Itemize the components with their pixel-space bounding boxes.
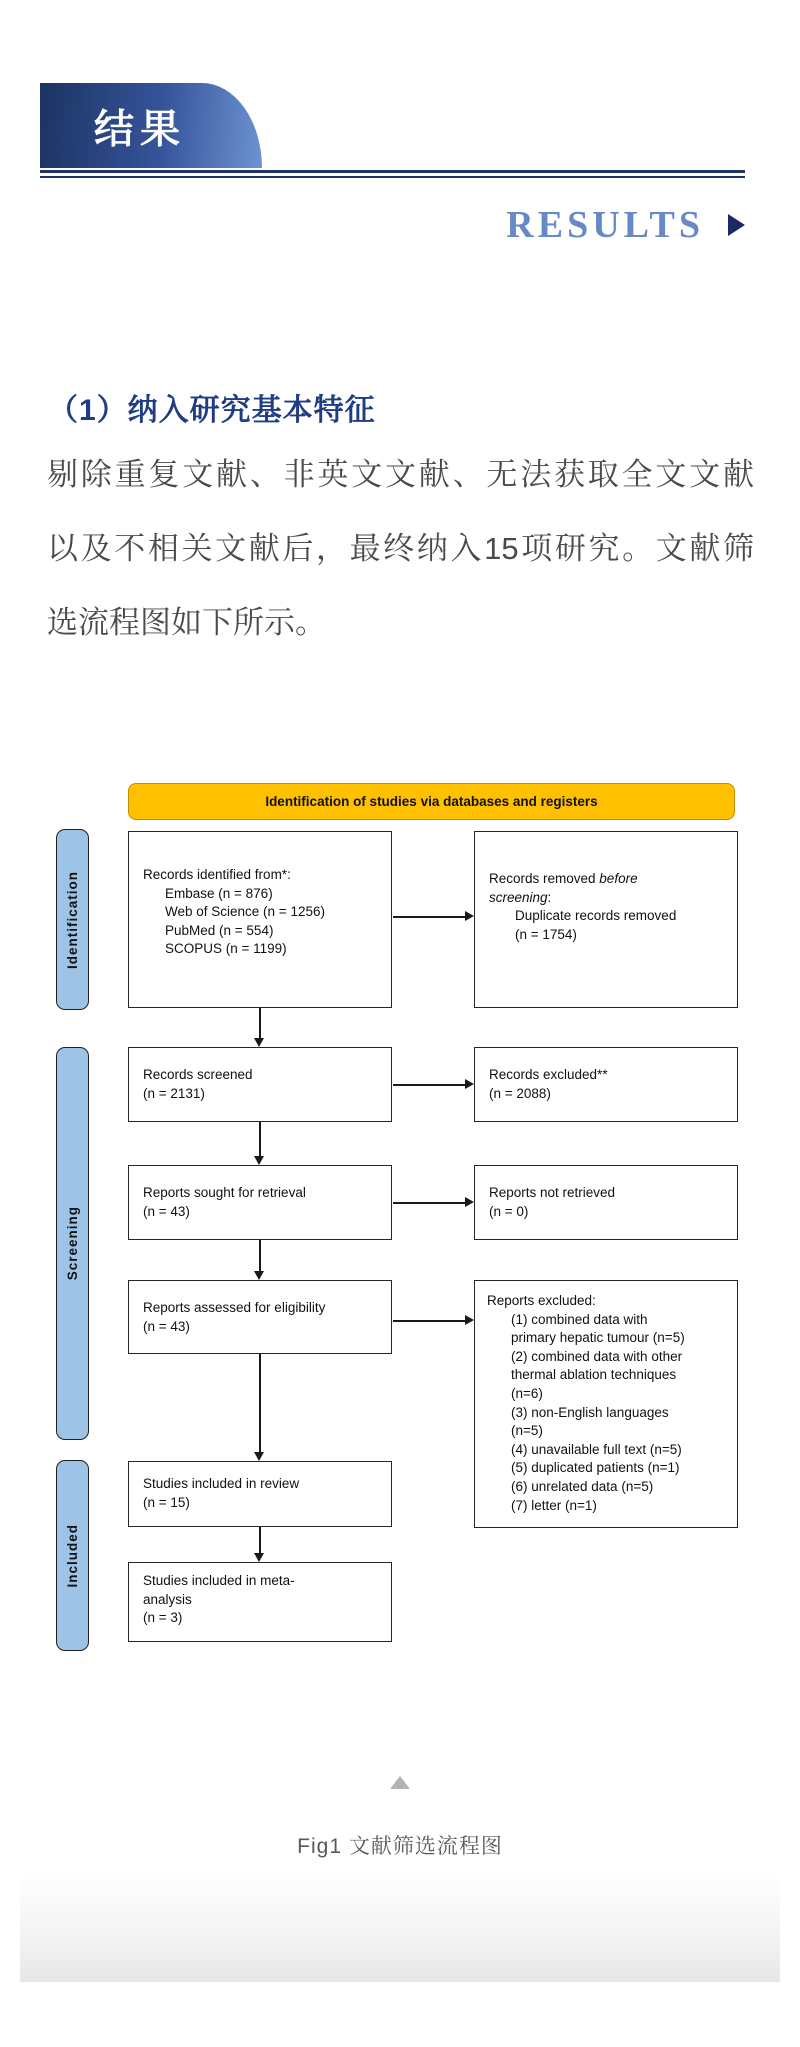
stage-tab-screening — [56, 1047, 89, 1440]
box-item: SCOPUS (n = 1199) — [165, 941, 287, 956]
box-line: Records excluded** — [489, 1067, 608, 1082]
box-item: (7) letter (n=1) — [511, 1497, 597, 1513]
box-item: Embase (n = 876) — [165, 885, 273, 901]
box-reports-not-retrieved — [474, 1165, 738, 1240]
box-item: primary hepatic tumour (n=5) — [511, 1330, 685, 1346]
stage-label: Included — [65, 1523, 80, 1588]
flow-arrow-right — [393, 1084, 465, 1086]
box-line: Studies included in meta- — [143, 1573, 295, 1588]
arrowhead-down-icon — [254, 1553, 264, 1562]
box-title: Records identified from*: — [143, 867, 291, 882]
results-title: RESULTS — [506, 204, 704, 246]
box-item: Web of Science (n = 1256) — [165, 904, 325, 919]
flow-arrow-down — [259, 1008, 261, 1038]
figure-caption: Fig1 文献筛选流程图 — [297, 1835, 503, 1858]
collapse-triangle-icon[interactable] — [390, 1776, 410, 1789]
stage-label: Screening — [65, 1206, 80, 1281]
box-line: (n = 2131) — [143, 1085, 205, 1101]
next-card-top-shade — [20, 1872, 780, 1982]
box-item: (n=6) — [511, 1385, 543, 1401]
box-title: Records removed before — [489, 871, 638, 886]
box-line: Studies included in review — [143, 1476, 300, 1491]
double-rule-divider — [40, 170, 745, 178]
arrowhead-right-icon — [465, 911, 474, 921]
box-item: (4) unavailable full text (n=5) — [511, 1441, 682, 1457]
flow-arrow-down — [259, 1527, 261, 1553]
flow-arrow-down — [259, 1240, 261, 1271]
stage-tab-included — [56, 1460, 89, 1651]
paragraph-line: 选流程图如下所示。 — [47, 605, 326, 640]
box-line: (n = 0) — [489, 1203, 529, 1219]
box-item: (n=5) — [511, 1423, 543, 1439]
arrowhead-down-icon — [254, 1271, 264, 1280]
body-paragraph — [47, 438, 754, 660]
box-item: (3) non-English languages — [511, 1404, 669, 1420]
box-reports-excluded-reasons — [474, 1280, 738, 1528]
flow-arrow-right — [393, 1202, 465, 1204]
box-title: Reports excluded: — [487, 1293, 596, 1308]
box-records-excluded — [474, 1047, 738, 1122]
diagram-title-banner — [128, 783, 735, 820]
box-item: (n = 1754) — [515, 926, 577, 942]
flow-arrow-down — [259, 1122, 261, 1156]
box-studies-included-meta — [128, 1562, 392, 1642]
stage-tab-identification — [56, 829, 89, 1010]
box-line: (n = 2088) — [489, 1085, 551, 1101]
box-item: Duplicate records removed — [515, 908, 677, 923]
box-line: Reports not retrieved — [489, 1185, 616, 1200]
section-banner-title: 结果 — [94, 107, 186, 151]
paragraph-line: 以及不相关文献后，最终纳入15项研究。文献筛 — [47, 531, 754, 566]
box-item: (6) unrelated data (n=5) — [511, 1478, 654, 1494]
box-item: thermal ablation techniques — [511, 1367, 677, 1383]
box-studies-included-review — [128, 1461, 392, 1527]
play-arrow-icon — [728, 214, 745, 236]
box-line: (n = 43) — [143, 1318, 190, 1334]
box-records-removed — [474, 831, 738, 1008]
flow-arrow-right — [393, 916, 465, 918]
box-line: Reports assessed for eligibility — [143, 1300, 326, 1315]
arrowhead-right-icon — [465, 1197, 474, 1207]
subsection-heading: （1）纳入研究基本特征 — [48, 394, 376, 427]
box-line: (n = 15) — [143, 1494, 190, 1510]
arrowhead-right-icon — [465, 1315, 474, 1325]
results-heading-row — [0, 203, 745, 247]
box-line: analysis — [143, 1591, 192, 1607]
box-item: PubMed (n = 554) — [165, 922, 274, 938]
arrowhead-down-icon — [254, 1452, 264, 1461]
box-reports-assessed — [128, 1280, 392, 1354]
box-line: Records screened — [143, 1067, 253, 1082]
prisma-flow-diagram — [0, 775, 800, 1675]
stage-label: Identification — [65, 870, 80, 969]
box-reports-sought — [128, 1165, 392, 1240]
box-line: (n = 43) — [143, 1203, 190, 1219]
box-records-identified — [128, 831, 392, 1008]
diagram-title: Identification of studies via databases and registers — [265, 794, 598, 809]
box-item: (2) combined data with other — [511, 1348, 683, 1364]
box-item: (5) duplicated patients (n=1) — [511, 1460, 680, 1476]
flow-arrow-right — [393, 1320, 465, 1322]
box-title: screening: — [489, 889, 552, 905]
box-line: Reports sought for retrieval — [143, 1185, 306, 1200]
section-banner — [40, 83, 262, 168]
arrowhead-down-icon — [254, 1156, 264, 1165]
box-line: (n = 3) — [143, 1610, 183, 1625]
arrowhead-down-icon — [254, 1038, 264, 1047]
paragraph-line: 剔除重复文献、非英文文献、无法获取全文文献 — [47, 457, 754, 492]
box-item: (1) combined data with — [511, 1311, 648, 1327]
flow-arrow-down — [259, 1354, 261, 1452]
box-records-screened — [128, 1047, 392, 1122]
arrowhead-right-icon — [465, 1079, 474, 1089]
